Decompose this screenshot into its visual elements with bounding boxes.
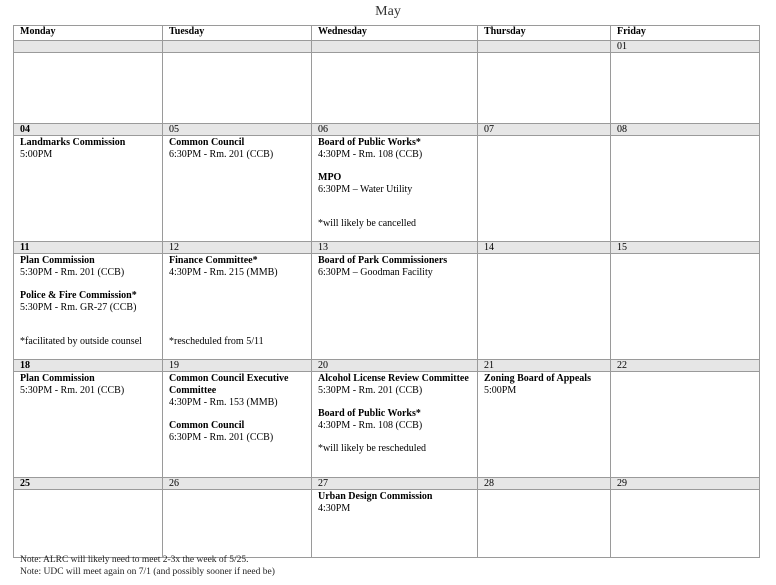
event-detail: 5:30PM - Rm. 201 (CCB) [318, 385, 423, 396]
date-number [478, 41, 611, 53]
day-cell [163, 53, 312, 124]
day-cell [611, 490, 760, 558]
event-detail: 6:30PM – Goodman Facility [318, 267, 433, 278]
week-5-events-row [14, 490, 760, 558]
event-detail: 4:30PM [318, 503, 351, 514]
day-cell [478, 136, 611, 242]
month-title: May [375, 4, 401, 19]
date-number: 28 [478, 478, 611, 490]
week-4-date-row [14, 360, 760, 372]
date-number: 19 [163, 360, 312, 372]
date-number: 25 [14, 478, 163, 490]
event-detail: 6:30PM - Rm. 201 (CCB) [169, 149, 274, 160]
event-detail: 6:30PM – Water Utility [318, 184, 413, 195]
day-cell [478, 254, 611, 360]
date-number: 04 [14, 124, 163, 136]
week-1-events-row [14, 53, 760, 124]
event-title: Common Council Executive Committee [169, 373, 289, 396]
event-title: Zoning Board of Appeals [484, 373, 591, 384]
event-detail: 4:30PM - Rm. 108 (CCB) [318, 420, 423, 431]
event-note: *will likely be cancelled [318, 218, 417, 229]
event-detail: 6:30PM - Rm. 201 (CCB) [169, 432, 274, 443]
event-title: Police & Fire Commission* [20, 290, 137, 301]
week-5-date-row [14, 478, 760, 490]
date-number: 27 [312, 478, 478, 490]
day-cell [163, 372, 312, 478]
event-detail: 5:00PM [484, 385, 517, 396]
date-number: 18 [14, 360, 163, 372]
event-note: *will likely be rescheduled [318, 443, 427, 454]
date-number [312, 41, 478, 53]
event-title: Plan Commission [20, 373, 95, 384]
date-number: 15 [611, 242, 760, 254]
week-3-date-row [14, 242, 760, 254]
date-number: 29 [611, 478, 760, 490]
day-header-wednesday: Wednesday [312, 26, 478, 41]
date-number: 20 [312, 360, 478, 372]
day-cell [478, 372, 611, 478]
week-2-events-row [14, 136, 760, 242]
date-number: 07 [478, 124, 611, 136]
footer-note-udc: Note: UDC will meet again on 7/1 (and possibly sooner if need be) [20, 567, 275, 577]
date-number: 05 [163, 124, 312, 136]
event-title: Common Council [169, 137, 245, 148]
date-number [14, 41, 163, 53]
date-number: 14 [478, 242, 611, 254]
day-cell [14, 254, 163, 360]
event-title: Plan Commission [20, 255, 95, 266]
week-4-events-row [14, 372, 760, 478]
day-cell [312, 136, 478, 242]
day-cell [14, 490, 163, 558]
event-note: *rescheduled from 5/11 [169, 336, 264, 347]
date-number: 22 [611, 360, 760, 372]
day-cell [611, 254, 760, 360]
event-title: Urban Design Commission [318, 491, 433, 502]
date-number: 13 [312, 242, 478, 254]
event-title: Finance Committee* [169, 255, 258, 266]
event-note: *facilitated by outside counsel [20, 336, 142, 347]
day-cell [478, 53, 611, 124]
day-header-monday: Monday [14, 26, 163, 41]
event-detail: 5:30PM - Rm. GR-27 (CCB) [20, 302, 137, 313]
week-3-events-row [14, 254, 760, 360]
event-detail: 5:30PM - Rm. 201 (CCB) [20, 267, 125, 278]
date-number: 12 [163, 242, 312, 254]
calendar-grid [13, 25, 760, 558]
event-detail: 4:30PM - Rm. 108 (CCB) [318, 149, 423, 160]
day-cell [312, 254, 478, 360]
day-cell [611, 372, 760, 478]
day-cell [163, 490, 312, 558]
day-cell [163, 136, 312, 242]
event-title: Board of Public Works* [318, 408, 421, 419]
day-cell [611, 53, 760, 124]
date-number [163, 41, 312, 53]
event-detail: 4:30PM - Rm. 215 (MMB) [169, 267, 278, 278]
event-detail: 5:00PM [20, 149, 53, 160]
day-cell [14, 136, 163, 242]
event-title: Board of Public Works* [318, 137, 421, 148]
date-number: 21 [478, 360, 611, 372]
date-number: 06 [312, 124, 478, 136]
event-title: Board of Park Commissioners [318, 255, 448, 266]
footer-note-alrc: Note: ALRC will likely need to meet 2-3x the week of 5/25. [20, 555, 249, 565]
day-cell [478, 490, 611, 558]
day-cell [14, 53, 163, 124]
day-cell [312, 53, 478, 124]
day-cell [611, 136, 760, 242]
event-title: Landmarks Commission [20, 137, 126, 148]
day-cell [163, 254, 312, 360]
day-cell [14, 372, 163, 478]
date-number: 11 [14, 242, 163, 254]
day-cell [312, 372, 478, 478]
event-detail: 4:30PM - Rm. 153 (MMB) [169, 397, 278, 408]
week-2-date-row [14, 124, 760, 136]
day-header-friday: Friday [611, 26, 760, 41]
event-title: Alcohol License Review Committee [318, 373, 469, 384]
day-header-tuesday: Tuesday [163, 26, 312, 41]
date-number: 08 [611, 124, 760, 136]
day-cell [312, 490, 478, 558]
event-detail: 5:30PM - Rm. 201 (CCB) [20, 385, 125, 396]
date-number: 01 [611, 41, 760, 53]
week-1-date-row [14, 41, 760, 53]
event-title: Common Council [169, 420, 245, 431]
date-number: 26 [163, 478, 312, 490]
event-title: MPO [318, 172, 342, 183]
day-header-thursday: Thursday [478, 26, 611, 41]
